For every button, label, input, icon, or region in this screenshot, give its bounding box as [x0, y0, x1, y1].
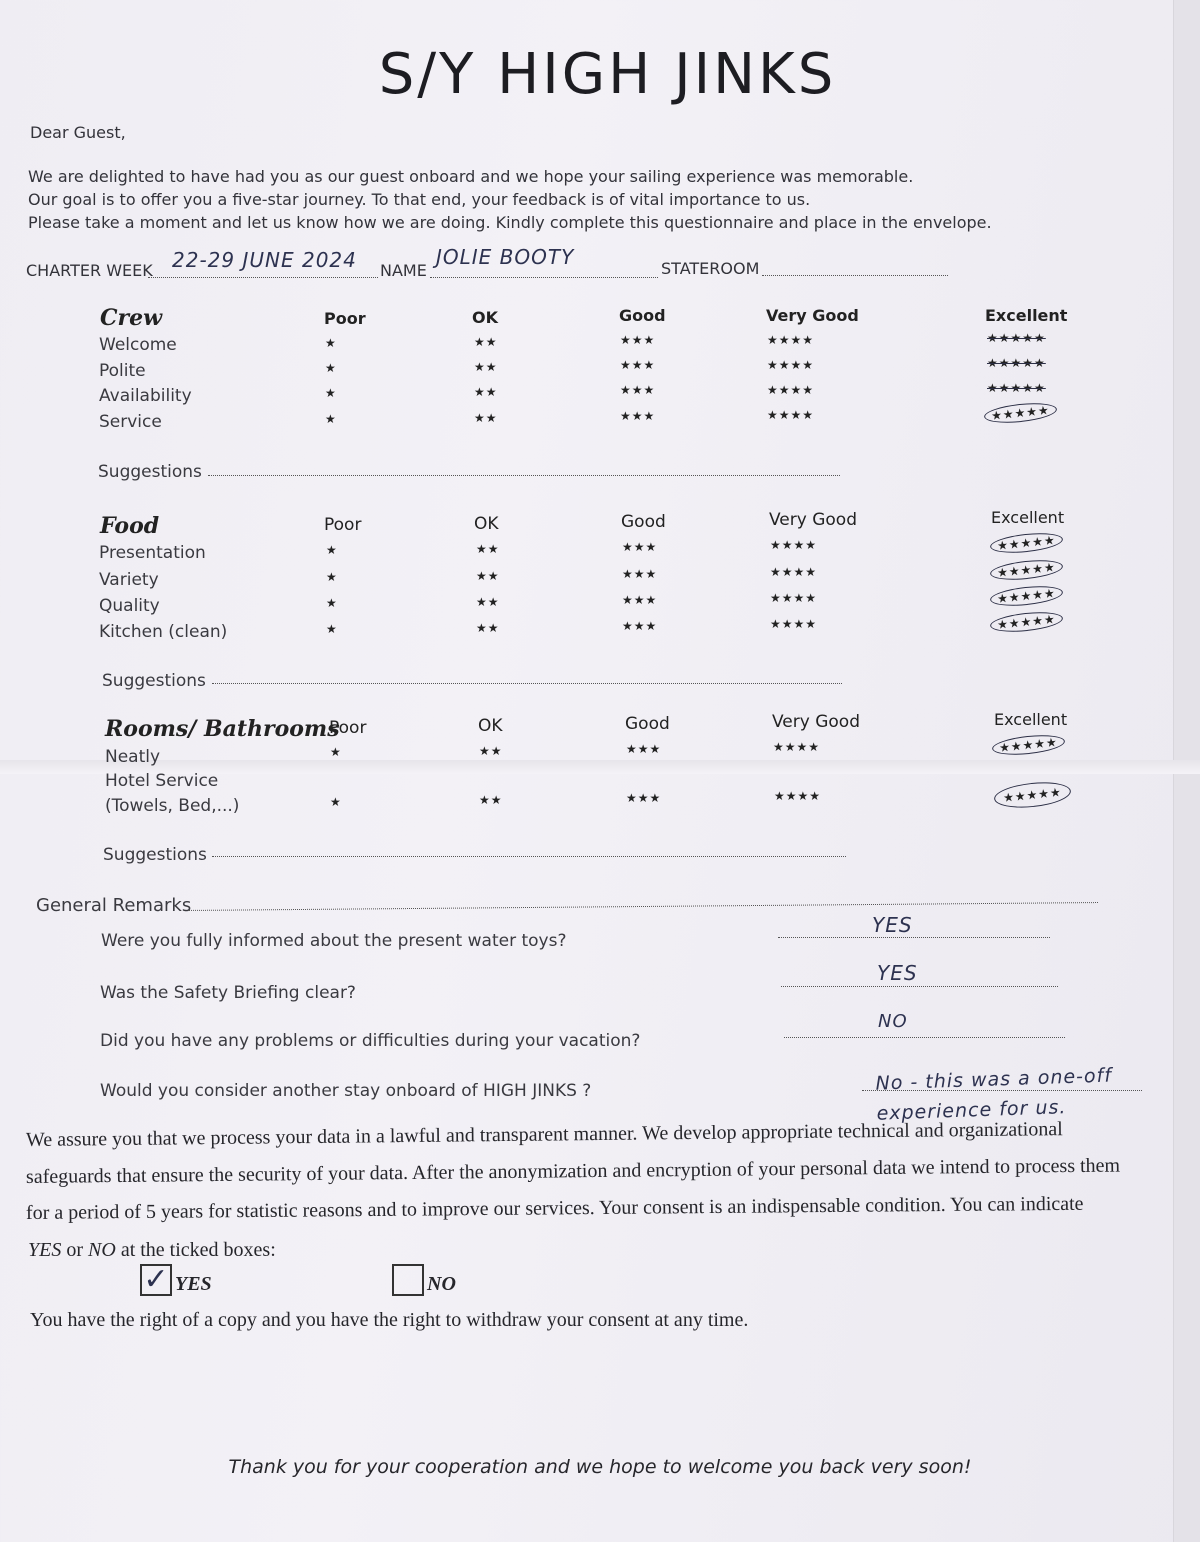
star-option-2[interactable]: ★★ — [476, 542, 500, 556]
star-option-5-selected[interactable]: ★★★★★ — [991, 732, 1065, 758]
intro-line: Please take a moment and let us know how we are doing. Kindly complete this questionnaire and place in the envelope. — [28, 213, 992, 232]
section-title-rooms: Rooms/ Bathrooms — [105, 716, 340, 742]
privacy-line: for a period of 5 years for statistic reasons and to improve our services. Your consent is an indispensable condition. You can indicate — [25, 1192, 1084, 1224]
level-very-good: Very Good — [766, 306, 859, 325]
star-option-5-selected[interactable]: ★★★★★ — [989, 609, 1063, 635]
privacy-no-word: NO — [88, 1239, 116, 1261]
suggestions-label: Suggestions — [98, 462, 202, 482]
star-option-3[interactable]: ★★★ — [622, 593, 658, 607]
rating-label: Service — [99, 412, 162, 432]
star-option-1[interactable]: ★ — [326, 570, 338, 584]
rights-statement: You have the right of a copy and you have the right to withdraw your consent at any time. — [30, 1309, 749, 1331]
star-option-3[interactable]: ★★★ — [622, 619, 658, 633]
star-option-4[interactable]: ★★★★ — [773, 740, 821, 754]
star-option-1[interactable]: ★ — [326, 622, 338, 636]
star-option-3[interactable]: ★★★ — [622, 540, 658, 554]
star-option-4[interactable]: ★★★★ — [770, 591, 818, 605]
privacy-or-word: or — [66, 1239, 84, 1261]
name-value[interactable]: JOLIE BOOTY — [436, 245, 575, 269]
level-ok: OK — [472, 308, 498, 327]
name-line — [430, 276, 658, 278]
checkmark-icon: ✓ — [143, 1262, 169, 1297]
star-option-5-selected[interactable]: ★★★★★ — [989, 557, 1063, 583]
star-option-3[interactable]: ★★★ — [626, 791, 662, 805]
charter-week-label: CHARTER WEEK — [26, 261, 153, 280]
privacy-tail: at the ticked boxes: — [120, 1239, 276, 1261]
star-option-5-selected[interactable]: ★★★★★ — [987, 356, 1046, 370]
privacy-line: safeguards that ensure the security of your data. After the anonymization and encryption of your personal data we intend to process them — [25, 1154, 1121, 1188]
answer-line — [784, 1036, 1065, 1038]
question-text: Did you have any problems or difficulties during your vacation? — [100, 1031, 641, 1051]
star-option-3[interactable]: ★★★ — [620, 409, 656, 423]
level-good: Good — [619, 306, 666, 325]
rating-label: Welcome — [99, 335, 177, 355]
star-option-5-selected[interactable]: ★★★★★ — [983, 400, 1057, 426]
question-text: Was the Safety Briefing clear? — [100, 983, 356, 1003]
star-option-3[interactable]: ★★★ — [620, 383, 656, 397]
level-excellent: Excellent — [994, 710, 1068, 729]
rating-label: Variety — [99, 570, 159, 590]
star-option-4[interactable]: ★★★★ — [767, 383, 815, 397]
star-option-1[interactable]: ★ — [326, 543, 338, 557]
star-option-4[interactable]: ★★★★ — [774, 789, 822, 803]
star-option-2[interactable]: ★★ — [476, 595, 500, 609]
star-option-3[interactable]: ★★★ — [620, 333, 656, 347]
star-option-4[interactable]: ★★★★ — [767, 358, 815, 372]
privacy-consent-line — [28, 1239, 276, 1262]
star-option-1[interactable]: ★ — [330, 745, 342, 759]
star-option-2[interactable]: ★★ — [474, 360, 498, 374]
charter-week-line — [148, 276, 378, 278]
rating-label: Quality — [99, 596, 160, 616]
star-option-5-selected[interactable]: ★★★★★ — [987, 381, 1046, 395]
answer-line — [778, 936, 1050, 938]
question-text: Would you consider another stay onboard of HIGH JINKS ? — [100, 1081, 592, 1101]
document-title: S/Y HIGH JINKS — [378, 42, 837, 107]
star-option-5-selected[interactable]: ★★★★★ — [989, 583, 1063, 609]
level-good: Good — [621, 512, 666, 532]
star-option-1[interactable]: ★ — [326, 596, 338, 610]
answer-line — [781, 985, 1058, 987]
suggestions-label: Suggestions — [102, 671, 206, 691]
star-option-5-selected[interactable]: ★★★★★ — [987, 331, 1046, 345]
intro-line: We are delighted to have had you as our guest onboard and we hope your sailing experience was memorable. — [28, 167, 914, 186]
suggestions-label: Suggestions — [103, 845, 207, 865]
star-option-4[interactable]: ★★★★ — [770, 565, 818, 579]
privacy-line: We assure you that we process your data in a lawful and transparent manner. We develop appropriate technical and organizational — [25, 1118, 1063, 1151]
question-text: Were you fully informed about the present water toys? — [101, 931, 567, 951]
star-option-4[interactable]: ★★★★ — [767, 333, 815, 347]
name-label: NAME — [380, 261, 427, 280]
consent-no-checkbox[interactable] — [392, 1264, 424, 1296]
star-option-3[interactable]: ★★★ — [620, 358, 656, 372]
suggestions-line[interactable] — [212, 682, 842, 684]
level-excellent: Excellent — [985, 306, 1068, 325]
star-option-4[interactable]: ★★★★ — [770, 617, 818, 631]
charter-week-value[interactable]: 22-29 JUNE 2024 — [172, 248, 357, 272]
answer-water-toys[interactable]: YES — [872, 913, 913, 937]
answer-problems[interactable]: NO — [878, 1011, 908, 1032]
general-remarks-line[interactable] — [188, 901, 1098, 911]
star-option-2[interactable]: ★★ — [476, 621, 500, 635]
level-excellent: Excellent — [991, 508, 1065, 527]
rating-label: Polite — [99, 361, 146, 381]
answer-safety-briefing[interactable]: YES — [877, 961, 918, 985]
level-very-good: Very Good — [772, 712, 860, 732]
stateroom-line[interactable] — [762, 274, 948, 276]
rating-label: Neatly — [105, 747, 161, 767]
star-option-1[interactable]: ★ — [325, 336, 337, 350]
star-option-2[interactable]: ★★ — [479, 793, 503, 807]
section-title-food: Food — [100, 513, 160, 539]
level-poor: Poor — [324, 309, 366, 328]
rating-label: Availability — [99, 386, 192, 406]
level-ok: OK — [478, 716, 503, 736]
intro-line: Our goal is to offer you a five-star journey. To that end, your feedback is of vital importance to us. — [28, 190, 811, 209]
star-option-1[interactable]: ★ — [325, 412, 337, 426]
star-option-2[interactable]: ★★ — [474, 385, 498, 399]
star-option-5-selected[interactable]: ★★★★★ — [989, 530, 1063, 556]
consent-yes-label: YES — [175, 1273, 212, 1295]
star-option-1[interactable]: ★ — [330, 795, 342, 809]
answer-another-stay[interactable]: No - this was a one-off experience for us. — [875, 1064, 1113, 1125]
star-option-3[interactable]: ★★★ — [622, 567, 658, 581]
greeting: Dear Guest, — [30, 123, 126, 142]
star-option-2[interactable]: ★★ — [476, 569, 500, 583]
section-title-crew: Crew — [100, 305, 163, 331]
star-option-1[interactable]: ★ — [325, 386, 337, 400]
star-option-4[interactable]: ★★★★ — [767, 408, 815, 422]
rating-label: (Towels, Bed,...) — [105, 796, 240, 816]
level-good: Good — [625, 714, 670, 734]
star-option-2[interactable]: ★★ — [479, 744, 503, 758]
rating-label: Kitchen (clean) — [99, 622, 228, 642]
level-very-good: Very Good — [769, 510, 857, 530]
suggestions-line[interactable] — [208, 474, 840, 476]
star-option-4[interactable]: ★★★★ — [770, 538, 818, 552]
level-ok: OK — [474, 514, 499, 534]
star-option-3[interactable]: ★★★ — [626, 742, 662, 756]
star-option-5-selected[interactable]: ★★★★★ — [993, 779, 1072, 811]
stateroom-label: STATEROOM — [661, 259, 760, 278]
consent-no-label: NO — [427, 1273, 456, 1295]
closing-message: Thank you for your cooperation and we hope to welcome you back very soon! — [228, 1456, 972, 1478]
star-option-1[interactable]: ★ — [325, 361, 337, 375]
rating-label: Presentation — [99, 543, 206, 563]
suggestions-line[interactable] — [212, 855, 846, 857]
general-remarks-label: General Remarks — [36, 895, 192, 916]
star-option-2[interactable]: ★★ — [474, 335, 498, 349]
level-poor: Poor — [329, 718, 367, 738]
consent-yes-checkbox[interactable] — [140, 1264, 172, 1296]
level-poor: Poor — [324, 515, 362, 535]
star-option-2[interactable]: ★★ — [474, 411, 498, 425]
privacy-yes-word: YES — [28, 1239, 62, 1261]
rating-label: Hotel Service — [105, 771, 219, 791]
